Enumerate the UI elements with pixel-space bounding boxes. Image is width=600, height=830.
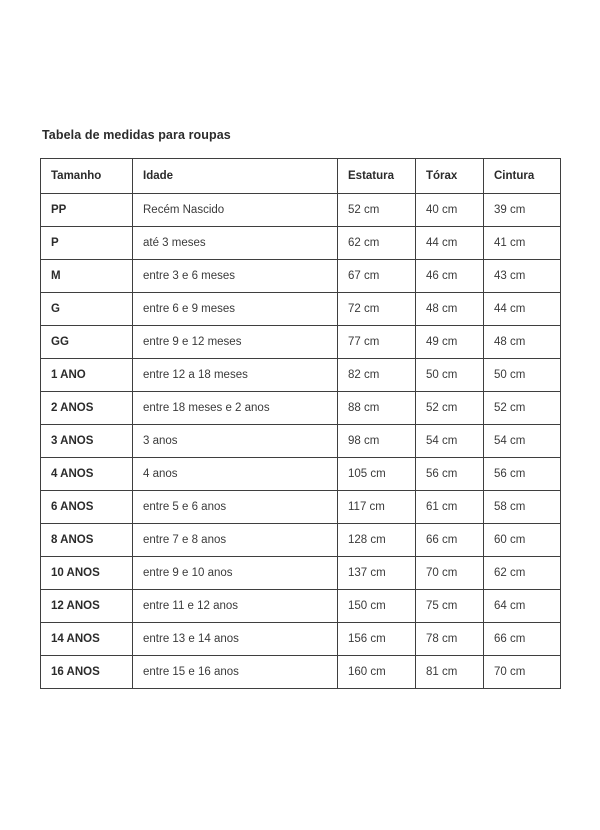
cell-cintura: 54 cm	[484, 425, 561, 458]
cell-torax: 70 cm	[416, 557, 484, 590]
cell-idade: entre 11 e 12 anos	[133, 590, 338, 623]
cell-cintura: 70 cm	[484, 656, 561, 689]
table-row	[41, 326, 561, 359]
table-body	[41, 194, 561, 689]
column-header-torax: Tórax	[416, 159, 484, 194]
cell-idade: Recém Nascido	[133, 194, 338, 227]
cell-tamanho: M	[41, 260, 133, 293]
cell-tamanho: 14 ANOS	[41, 623, 133, 656]
table-row	[41, 524, 561, 557]
cell-cintura: 64 cm	[484, 590, 561, 623]
cell-tamanho: 12 ANOS	[41, 590, 133, 623]
table-row	[41, 656, 561, 689]
table-row	[41, 359, 561, 392]
cell-cintura: 66 cm	[484, 623, 561, 656]
cell-cintura: 41 cm	[484, 227, 561, 260]
cell-idade: entre 7 e 8 anos	[133, 524, 338, 557]
size-measurements-table	[40, 158, 561, 689]
cell-cintura: 62 cm	[484, 557, 561, 590]
cell-estatura: 150 cm	[338, 590, 416, 623]
column-header-idade: Idade	[133, 159, 338, 194]
cell-estatura: 128 cm	[338, 524, 416, 557]
page-title: Tabela de medidas para roupas	[42, 128, 231, 142]
cell-torax: 40 cm	[416, 194, 484, 227]
cell-cintura: 50 cm	[484, 359, 561, 392]
table-row	[41, 458, 561, 491]
cell-estatura: 52 cm	[338, 194, 416, 227]
cell-idade: entre 3 e 6 meses	[133, 260, 338, 293]
cell-torax: 48 cm	[416, 293, 484, 326]
cell-estatura: 117 cm	[338, 491, 416, 524]
cell-tamanho: 6 ANOS	[41, 491, 133, 524]
cell-torax: 75 cm	[416, 590, 484, 623]
column-header-tamanho: Tamanho	[41, 159, 133, 194]
cell-idade: entre 9 e 10 anos	[133, 557, 338, 590]
cell-tamanho: 3 ANOS	[41, 425, 133, 458]
table-row	[41, 623, 561, 656]
cell-estatura: 88 cm	[338, 392, 416, 425]
cell-tamanho: 10 ANOS	[41, 557, 133, 590]
cell-idade: entre 12 a 18 meses	[133, 359, 338, 392]
cell-torax: 46 cm	[416, 260, 484, 293]
table-row	[41, 557, 561, 590]
column-header-estatura: Estatura	[338, 159, 416, 194]
cell-cintura: 39 cm	[484, 194, 561, 227]
cell-idade: entre 9 e 12 meses	[133, 326, 338, 359]
cell-estatura: 105 cm	[338, 458, 416, 491]
cell-idade: entre 13 e 14 anos	[133, 623, 338, 656]
cell-tamanho: G	[41, 293, 133, 326]
cell-torax: 61 cm	[416, 491, 484, 524]
table-row	[41, 425, 561, 458]
cell-estatura: 67 cm	[338, 260, 416, 293]
cell-tamanho: 8 ANOS	[41, 524, 133, 557]
table-header	[41, 159, 561, 194]
table-header-row	[41, 159, 561, 194]
cell-tamanho: 4 ANOS	[41, 458, 133, 491]
cell-torax: 54 cm	[416, 425, 484, 458]
cell-tamanho: GG	[41, 326, 133, 359]
cell-cintura: 44 cm	[484, 293, 561, 326]
cell-torax: 81 cm	[416, 656, 484, 689]
cell-tamanho: PP	[41, 194, 133, 227]
cell-estatura: 98 cm	[338, 425, 416, 458]
cell-estatura: 137 cm	[338, 557, 416, 590]
cell-torax: 52 cm	[416, 392, 484, 425]
cell-idade: entre 15 e 16 anos	[133, 656, 338, 689]
cell-torax: 56 cm	[416, 458, 484, 491]
cell-tamanho: 2 ANOS	[41, 392, 133, 425]
cell-torax: 78 cm	[416, 623, 484, 656]
cell-estatura: 72 cm	[338, 293, 416, 326]
cell-idade: 4 anos	[133, 458, 338, 491]
table-row	[41, 227, 561, 260]
cell-estatura: 82 cm	[338, 359, 416, 392]
cell-tamanho: 1 ANO	[41, 359, 133, 392]
cell-torax: 49 cm	[416, 326, 484, 359]
cell-cintura: 48 cm	[484, 326, 561, 359]
cell-tamanho: 16 ANOS	[41, 656, 133, 689]
cell-cintura: 52 cm	[484, 392, 561, 425]
cell-torax: 44 cm	[416, 227, 484, 260]
cell-estatura: 156 cm	[338, 623, 416, 656]
cell-estatura: 77 cm	[338, 326, 416, 359]
cell-idade: entre 5 e 6 anos	[133, 491, 338, 524]
table-row	[41, 491, 561, 524]
cell-torax: 50 cm	[416, 359, 484, 392]
cell-idade: entre 18 meses e 2 anos	[133, 392, 338, 425]
table-row	[41, 392, 561, 425]
cell-cintura: 43 cm	[484, 260, 561, 293]
table-row	[41, 194, 561, 227]
table-row	[41, 260, 561, 293]
cell-torax: 66 cm	[416, 524, 484, 557]
table-row	[41, 293, 561, 326]
cell-idade: 3 anos	[133, 425, 338, 458]
cell-estatura: 62 cm	[338, 227, 416, 260]
column-header-cintura: Cintura	[484, 159, 561, 194]
cell-cintura: 56 cm	[484, 458, 561, 491]
cell-cintura: 60 cm	[484, 524, 561, 557]
cell-cintura: 58 cm	[484, 491, 561, 524]
cell-estatura: 160 cm	[338, 656, 416, 689]
cell-tamanho: P	[41, 227, 133, 260]
cell-idade: até 3 meses	[133, 227, 338, 260]
cell-idade: entre 6 e 9 meses	[133, 293, 338, 326]
table-row	[41, 590, 561, 623]
